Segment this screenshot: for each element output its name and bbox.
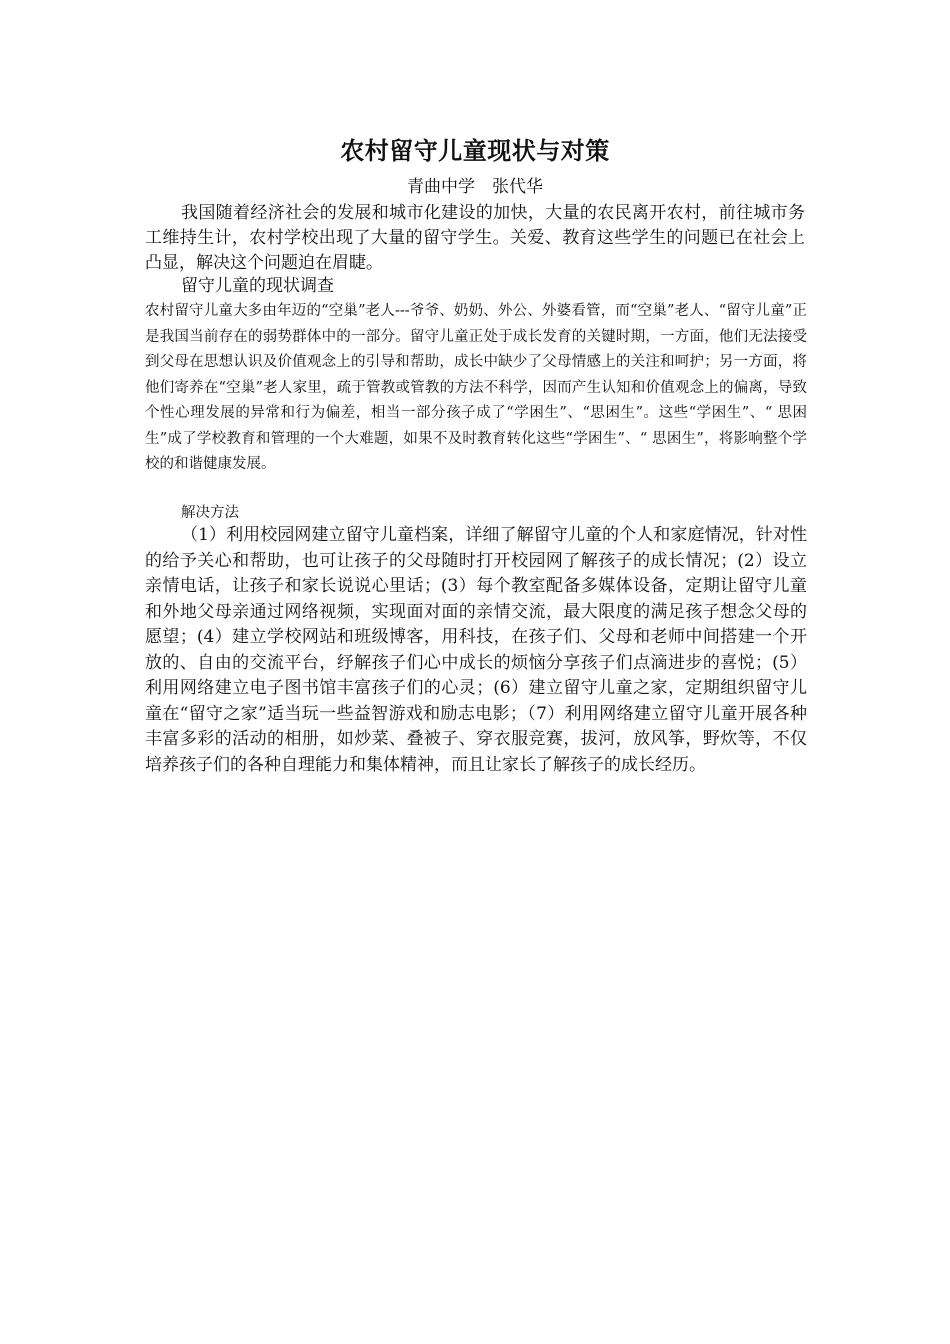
author-line: 青曲中学 张代华 bbox=[407, 177, 543, 197]
document-title: 农村留守儿童现状与对策 bbox=[340, 137, 610, 165]
intro-paragraph: 我国随着经济社会的发展和城市化建设的加快，大量的农民离开农村，前往城市务工维持生计，农村学校出现了大量的留守学生。关爱、教育这些学生的问题已在社会上凸显，解决这个问题迫在眉睫。 bbox=[145, 203, 805, 273]
solution-heading: 解决方法 bbox=[181, 505, 239, 521]
survey-heading: 留守儿童的现状调查 bbox=[181, 276, 334, 296]
survey-paragraph: 农村留守儿童大多由年迈的“空巢”老人---爷爷、奶奶、外公、外婆看管，而“空巢”老人、“留守儿童”正是我国当前存在的弱势群体中的一部分。留守儿童正处于成长发育的关键时期，一方面，他们无法接受到父母在思想认识及价值观念上的引导和帮助，成长中缺少了父母情感上的关注和呵护；另一方面，将他们寄养在“空巢”老人家里，疏于管教或管教的方法不科学，因而产生认知和价值观念上的偏离，导致个性心理发展的异常和行为偏差，相当一部分孩子成了“学困生”、“思困生”。这些“学困生”、“ 思困生”成了学校教育和管理的一个大难题，如果不及时教育转化这些“学困生”、“ 思困生”，将影响整个学校的和谐健康发展。 bbox=[145, 303, 807, 472]
solution-paragraph: （1）利用校园网建立留守儿童档案，详细了解留守儿童的个人和家庭情况，针对性的给予关心和帮助，也可让孩子的父母随时打开校园网了解孩子的成长情况；(2）设立亲情电话，让孩子和家长说说心里话；(3）每个教室配备多媒体设备，定期让留守儿童和外地父母亲通过网络视频，实现面对面的亲情交流，最大限度的满足孩子想念父母的愿望；(4）建立学校网站和班级博客，用科技，在孩子们、父母和老师中间搭建一个开放的、自由的交流平台，纾解孩子们心中成长的烦恼分享孩子们点滴进步的喜悦；(5）利用网络建立电子图书馆丰富孩子们的心灵；(6）建立留守儿童之家，定期组织留守儿童在“留守之家”适当玩一些益智游戏和励志电影；（7）利用网络建立留守儿童开展各种丰富多彩的活动的相册，如炒菜、叠被子、穿衣服竞赛，拔河，放风筝，野炊等，不仅培养孩子们的各种自理能力和集体精神，而且让家长了解孩子的成长经历。 bbox=[145, 525, 807, 775]
